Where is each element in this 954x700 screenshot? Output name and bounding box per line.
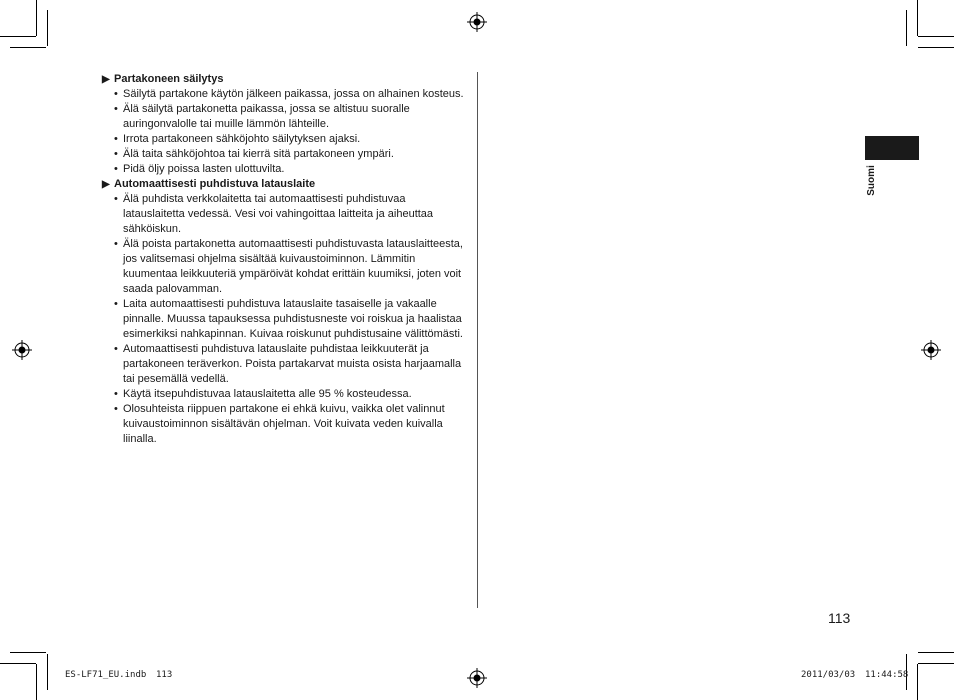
content-column [102, 72, 470, 447]
list-item: • Älä puhdista verkkolaitetta tai automaattisesti puhdistuvaa latauslaitetta vedessä. Vesi voi vahingoittaa laitteita ja aiheuttaa sähköiskun. [114, 192, 470, 237]
list-item: • Älä poista partakonetta automaattisesti puhdistuvasta latauslaitteesta, jos valitsemasi ohjelma sisältää kuivaustoiminnon. Lämmitin kuumentaa leikkuuteriä ympäröivät kohdat erittäin kuumiksi, joten voit saada palovamman. [114, 237, 470, 297]
crop-mark [10, 47, 46, 48]
registration-crosshair-icon [467, 12, 487, 32]
bullet-list [102, 192, 470, 447]
section-heading [102, 177, 470, 192]
footer-page: 113 [156, 670, 173, 680]
list-item: • Käytä itsepuhdistuvaa latauslaitetta alle 95 % kosteudessa. [114, 387, 470, 402]
language-tab [862, 160, 880, 200]
section-storage [102, 72, 470, 177]
crop-mark [47, 10, 48, 46]
list-item: • Säilytä partakone käytön jälkeen paikassa, jossa on alhainen kosteus. [114, 87, 470, 102]
footer-time: 11:44:58 [865, 670, 909, 680]
crop-mark [917, 664, 918, 700]
crop-mark [0, 36, 36, 37]
list-item: • Irrota partakoneen sähköjohto säilytyksen ajaksi. [114, 132, 470, 147]
registration-crosshair-icon [467, 668, 487, 688]
language-tab-label: Suomi [865, 164, 877, 196]
list-item: • Olosuhteista riippuen partakone ei ehkä kuivu, vaikka olet valinnut kuivaustoiminnon sisältävän ohjelman. Voit kuivata veden kuivalla liinalla. [114, 402, 470, 447]
crop-mark [918, 663, 954, 664]
crop-mark [0, 663, 36, 664]
list-item: • Automaattisesti puhdistuva latauslaite puhdistaa leikkuuterät ja partakoneen teräverkon. Poista partakarvat muista osista harjaamalla tai pesemällä vedellä. [114, 342, 470, 387]
crop-mark [918, 652, 954, 653]
crop-mark [917, 0, 918, 36]
list-item: • Laita automaattisesti puhdistuva latauslaite tasaiselle ja vakaalle pinnalle. Muussa tapauksessa puhdistusneste voi roiskua ja haalistaa esimerkiksi nahkapinnan. Kuivaa roiskunut puhdistusaine välittömästi. [114, 297, 470, 342]
crop-mark [36, 664, 37, 700]
crop-mark [36, 0, 37, 36]
footer-date: 2011/03/03 [801, 670, 856, 680]
arrow-right-icon: ▶ [102, 74, 110, 85]
language-tab-marker [865, 136, 919, 160]
crop-mark [906, 10, 907, 46]
crop-mark [10, 652, 46, 653]
crop-mark [47, 654, 48, 690]
bullet-list [102, 87, 470, 177]
list-item: • Älä säilytä partakonetta paikassa, jossa se altistuu suoralle auringonvalolle tai muille lämmön lähteille. [114, 102, 470, 132]
footer-file: ES-LF71_EU.indb [65, 670, 147, 680]
registration-crosshair-icon [12, 340, 32, 360]
list-item: • Älä taita sähköjohtoa tai kierrä sitä partakoneen ympäri. [114, 147, 470, 162]
section-heading-text: Partakoneen säilytys [114, 73, 224, 85]
registration-crosshair-icon [921, 340, 941, 360]
arrow-right-icon: ▶ [102, 179, 110, 190]
list-item: • Pidä öljy poissa lasten ulottuvilta. [114, 162, 470, 177]
section-cleaning-charger [102, 177, 470, 447]
column-divider [477, 72, 478, 608]
section-heading [102, 72, 470, 87]
crop-mark [918, 36, 954, 37]
section-heading-text: Automaattisesti puhdistuva latauslaite [114, 178, 316, 190]
page-number: 113 [828, 610, 851, 626]
crop-mark [918, 47, 954, 48]
